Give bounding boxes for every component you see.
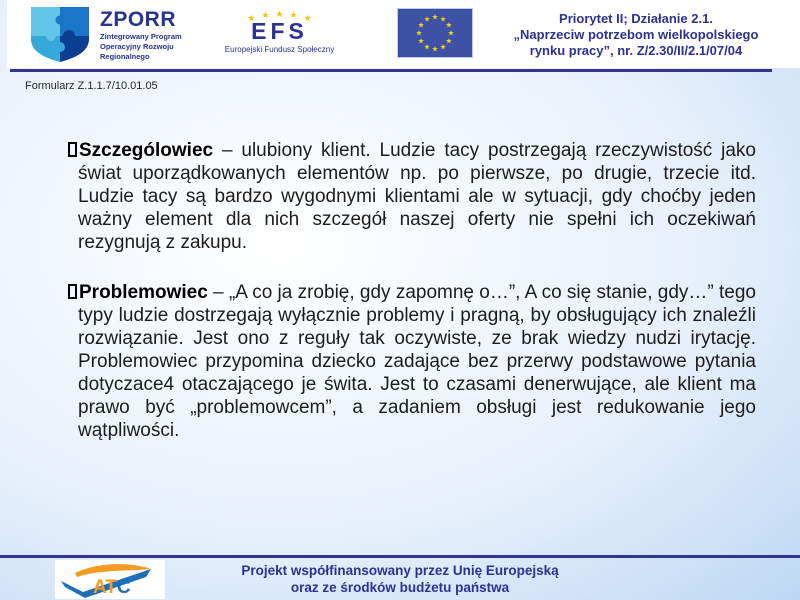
atc-logo-text-secondary: C	[116, 577, 131, 598]
zporr-logo-text	[100, 5, 182, 61]
efs-logo-name: EFS	[251, 18, 308, 44]
priority-line-2: „Naprzeciw potrzebom wielkopolskiego	[513, 27, 759, 42]
bullet-term: Szczególowiec	[79, 140, 214, 161]
header-divider-line	[10, 69, 772, 72]
footer-line-1: Projekt współfinansowany przez Unię Europejską	[241, 563, 559, 578]
zporr-logo-name: ZPORR	[100, 8, 176, 31]
bullet-item-szczegolowiec	[68, 139, 756, 254]
footer-funding-text	[0, 562, 800, 596]
zporr-puzzle-shield-icon	[29, 5, 91, 63]
eu-flag-icon	[397, 8, 473, 58]
form-number-label: Formularz Z.1.1.7/10.01.05	[25, 80, 158, 92]
bullet-item-problemowiec	[68, 281, 756, 442]
priority-line-1: Priorytet II; Działanie 2.1.	[559, 11, 713, 26]
hollow-square-bullet-icon	[68, 142, 77, 157]
zporr-logo	[29, 5, 182, 63]
footer-band	[0, 558, 800, 600]
atc-logo-text-primary: AT	[93, 577, 117, 598]
header-band	[7, 0, 800, 68]
bullet-term: Problemowiec	[79, 282, 208, 303]
bullet-text: – ulubiony klient. Ludzie tacy postrzegają rzeczywistość jako świat uporządkowanych elementów np. po pierwsze, po drugie, trzecie itd. Ludzie tacy są bardzo wygodnymi klientami ale w sytuacji, gdy choćby jeden ważny element dla nich szczegół naszej oferty nie spełni ich oczekiwań rezygnują z zakupu.	[78, 140, 757, 253]
efs-stars-icon: ★ ★ ★ ★ ★	[247, 9, 312, 23]
efs-logo-subtitle: Europejski Fundusz Społeczny	[224, 45, 335, 54]
efs-logo	[212, 9, 347, 54]
zporr-logo-subtitle: Zintegrowany Program Operacyjny Rozwoju Regionalnego	[100, 32, 182, 61]
slide-body	[68, 139, 756, 469]
priority-line-3: rynku pracy”, nr. Z/2.30/II/2.1/07/04	[529, 43, 743, 58]
priority-text-block	[475, 11, 797, 59]
hollow-square-bullet-icon	[68, 284, 77, 299]
footer-line-2: oraz ze środków budżetu państwa	[290, 580, 510, 595]
bullet-text: – „A co ja zrobię, gdy zapomnę o…”, A co się stanie, gdy…” tego typy ludzie dostrzegają wyłącznie problemy i pragną, by obsługujący ich znaleźli rozwiązanie. Jest ono z reguły tak oczywiste, ze brak wiedzy nudzi irytację. Problemowiec przypomina dziecko zadające bez przerwy podstawowe pytania dotyczace4 otaczającego je świta. Jest to czasami denerwujące, ale klient ma prawo być „problemowcem”, a zadaniem obsługi jest redukowanie jego wątpliwości.	[78, 282, 756, 441]
